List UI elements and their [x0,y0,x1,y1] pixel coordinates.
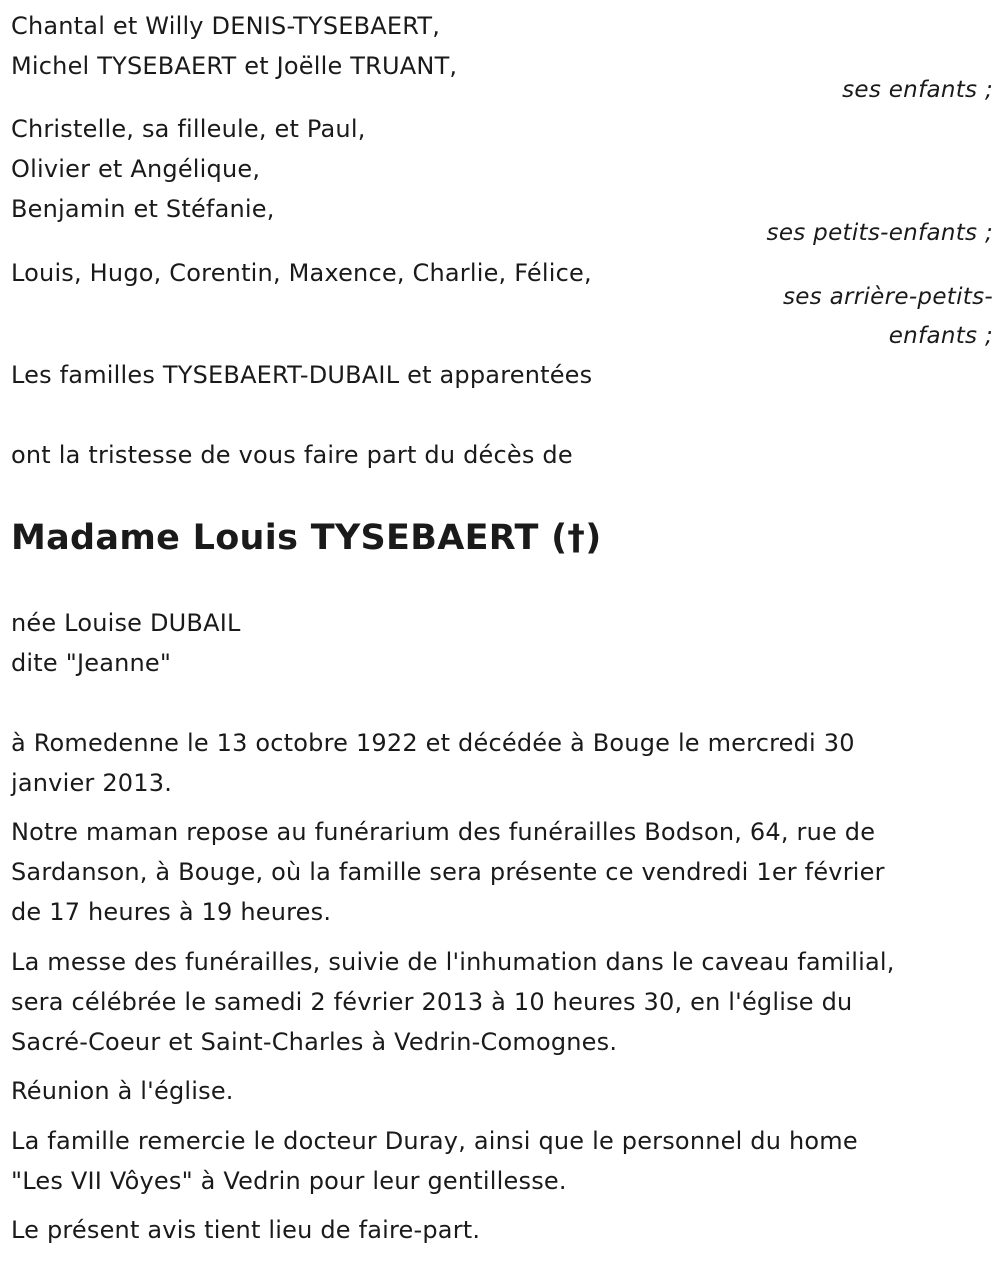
birth-name: née Louise DUBAIL [11,609,241,637]
paragraph-line: à Romedenne le 13 octobre 1922 et décédée à Bouge le mercredi 30 [11,729,855,757]
paragraph-line: La messe des funérailles, suivie de l'inhumation dans le caveau familial, [11,948,895,976]
paragraph-line: Sardanson, à Bouge, où la famille sera présente ce vendredi 1er février [11,858,885,886]
children-line: Chantal et Willy DENIS-TYSEBAERT, [11,12,441,40]
paragraph-line: sera célébrée le samedi 2 février 2013 à 10 heures 30, en l'église du [11,988,853,1016]
grandchildren-line: Olivier et Angélique, [11,155,261,183]
families-line: Les familles TYSEBAERT-DUBAIL et apparentées [11,361,593,389]
grandchildren-role: ses petits-enfants ; [766,220,993,246]
deceased-name: Madame Louis TYSEBAERT (†) [11,518,602,558]
paragraph-line: Notre maman repose au funérarium des funérailles Bodson, 64, rue de [11,818,876,846]
grandchildren-line: Benjamin et Stéfanie, [11,195,275,223]
obituary-notice [11,0,993,1265]
announcement-line: ont la tristesse de vous faire part du décès de [11,441,573,469]
paragraph-line: Réunion à l'église. [11,1077,234,1105]
grandchildren-line: Christelle, sa filleule, et Paul, [11,115,366,143]
nickname: dite "Jeanne" [11,649,172,677]
paragraph-line: janvier 2013. [11,769,173,797]
paragraph-line: La famille remercie le docteur Duray, ainsi que le personnel du home [11,1127,858,1155]
paragraph-line: "Les VII Vôyes" à Vedrin pour leur gentillesse. [11,1167,567,1195]
great-grandchildren-line: Louis, Hugo, Corentin, Maxence, Charlie, Félice, [11,259,592,287]
great-grandchildren-role: enfants ; [888,323,993,349]
paragraph-line: de 17 heures à 19 heures. [11,898,332,926]
children-role: ses enfants ; [842,77,993,103]
paragraph-line: Le présent avis tient lieu de faire-part. [11,1216,481,1244]
paragraph-line: Sacré-Coeur et Saint-Charles à Vedrin-Comognes. [11,1028,618,1056]
children-line: Michel TYSEBAERT et Joëlle TRUANT, [11,52,458,80]
great-grandchildren-role: ses arrière-petits- [782,284,993,310]
